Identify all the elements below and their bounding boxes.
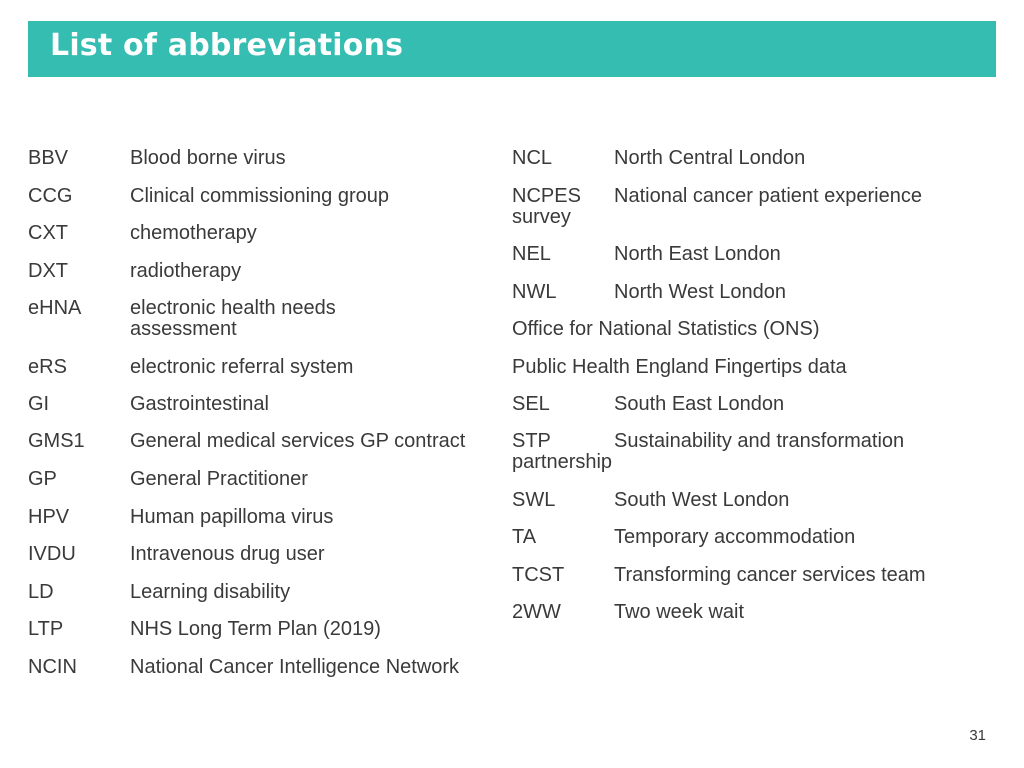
abbreviation-entry (28, 357, 498, 378)
abbreviation: HPV (28, 506, 70, 528)
abbreviation-entry (512, 602, 982, 623)
definition: Gastrointestinal (130, 393, 269, 415)
abbreviation-entry (28, 148, 498, 169)
definition: Sustainability and transformation partnership (512, 430, 905, 473)
abbreviation: CXT (28, 222, 68, 244)
definition: Two week wait (614, 601, 745, 623)
abbreviation: GI (28, 393, 50, 415)
definition: National cancer patient experience survey (512, 185, 922, 228)
abbreviation: SWL (512, 489, 556, 511)
definition: radiotherapy (130, 260, 242, 282)
definition: Blood borne virus (130, 147, 286, 169)
definition: General medical services GP contract (130, 430, 466, 452)
abbreviation: NCL (512, 147, 553, 169)
abbreviation-entry (512, 244, 982, 265)
definition: Office for National Statistics (ONS) (512, 318, 820, 340)
definition: Intravenous drug user (130, 543, 325, 565)
abbreviation: 2WW (512, 601, 561, 623)
abbreviation: TA (512, 526, 537, 548)
definition: Public Health England Fingertips data (512, 356, 847, 378)
abbreviation-entry (28, 223, 498, 244)
abbreviation: LTP (28, 618, 64, 640)
page-title: List of abbreviations (50, 28, 404, 63)
abbreviation-entry (512, 186, 952, 228)
abbreviation-entry (512, 490, 982, 511)
page-number: 31 (969, 727, 986, 744)
definition: electronic health needs assessment (130, 297, 336, 340)
abbreviation: eHNA (28, 297, 82, 319)
abbreviation-entry (28, 298, 378, 340)
abbreviation-entry (512, 394, 982, 415)
abbreviation-entry (512, 565, 982, 586)
abbreviation-entry (28, 394, 498, 415)
definition: North West London (614, 281, 786, 303)
abbreviation: SEL (512, 393, 550, 415)
abbreviation-entry (512, 319, 982, 340)
abbreviation-entry (28, 261, 498, 282)
abbreviation: BBV (28, 147, 69, 169)
abbreviation-entry (512, 148, 982, 169)
abbreviation-entry (28, 507, 498, 528)
abbreviation-entry (28, 657, 498, 678)
abbreviation: TCST (512, 564, 565, 586)
definition: chemotherapy (130, 222, 257, 244)
abbreviation: CCG (28, 185, 73, 207)
definition: North East London (614, 243, 781, 265)
definition: NHS Long Term Plan (2019) (130, 618, 381, 640)
abbreviation-entry (28, 469, 498, 490)
abbreviation-entry (512, 282, 982, 303)
abbreviation-entry (28, 186, 498, 207)
definition: General Practitioner (130, 468, 308, 490)
definition: electronic referral system (130, 356, 354, 378)
abbreviation-entry (512, 357, 982, 378)
abbreviation: NEL (512, 243, 551, 265)
abbreviation: GP (28, 468, 57, 490)
definition: National Cancer Intelligence Network (130, 656, 460, 678)
definition: South West London (614, 489, 790, 511)
abbreviation: STP (512, 430, 551, 452)
abbreviation: DXT (28, 260, 68, 282)
abbreviation: NCPES (512, 185, 581, 207)
abbreviation: NWL (512, 281, 557, 303)
definition: South East London (614, 393, 785, 415)
abbreviation-entry (28, 619, 498, 640)
abbreviation-entry (512, 527, 982, 548)
abbreviation-entry (28, 582, 498, 603)
definition: Human papilloma virus (130, 506, 334, 528)
abbreviation-entry (28, 431, 508, 452)
definition: Transforming cancer services team (614, 564, 926, 586)
definition: Learning disability (130, 581, 291, 603)
abbreviation: GMS1 (28, 430, 85, 452)
abbreviation-entry (512, 431, 937, 473)
abbreviation: LD (28, 581, 54, 603)
abbreviation: eRS (28, 356, 67, 378)
abbreviation: IVDU (28, 543, 76, 565)
abbreviation: NCIN (28, 656, 77, 678)
definition: North Central London (614, 147, 806, 169)
title-bar (28, 21, 996, 77)
definition: Clinical commissioning group (130, 185, 389, 207)
abbreviation-entry (28, 544, 498, 565)
definition: Temporary accommodation (614, 526, 856, 548)
